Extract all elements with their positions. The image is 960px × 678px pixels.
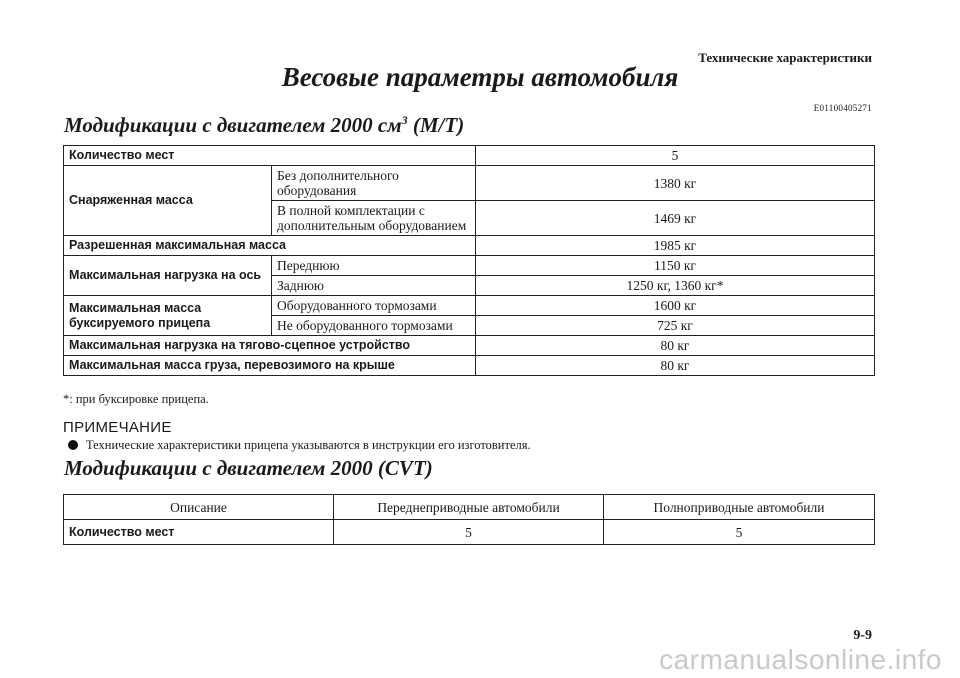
axle-front-label: Переднюю <box>272 256 476 276</box>
curb-no-equip-value: 1380 кг <box>476 166 875 201</box>
cvt-seats-fwd: 5 <box>334 520 604 545</box>
document-code: E01100405271 <box>813 103 872 113</box>
section-heading-mt <box>64 113 464 138</box>
watermark: carmanualsonline.info <box>659 644 942 675</box>
cvt-seats-label: Количество мест <box>64 520 334 545</box>
seats-label: Количество мест <box>64 146 476 166</box>
curb-full-label: В полной комплектации с дополнительным оборудованием <box>272 201 476 236</box>
gvw-value: 1985 кг <box>476 236 875 256</box>
table-row <box>64 356 875 376</box>
curb-mass-label: Снаряженная масса <box>64 166 272 236</box>
seats-value: 5 <box>476 146 875 166</box>
axle-load-label: Максимальная нагрузка на ось <box>64 256 272 296</box>
note-title: ПРИМЕЧАНИЕ <box>63 419 172 436</box>
coupling-load-label: Максимальная нагрузка на тягово-сцепное устройство <box>64 336 476 356</box>
cvt-table <box>63 494 875 545</box>
bullet-icon <box>68 440 78 450</box>
trailer-unbraked-value: 725 кг <box>476 316 875 336</box>
note-text: Технические характеристики прицепа указываются в инструкции его изготовителя. <box>86 438 531 452</box>
table-row <box>64 256 875 276</box>
header-awd: Полноприводные автомобили <box>604 495 875 520</box>
trailer-mass-label: Максимальная масса буксируемого прицепа <box>64 296 272 336</box>
coupling-load-value: 80 кг <box>476 336 875 356</box>
section-heading-mt-sup: 3 <box>401 113 408 127</box>
axle-rear-label: Заднюю <box>272 276 476 296</box>
roof-load-label: Максимальная масса груза, перевозимого на крыше <box>64 356 476 376</box>
curb-no-equip-label: Без дополнительного оборудования <box>272 166 476 201</box>
header-description: Описание <box>64 495 334 520</box>
curb-full-value: 1469 кг <box>476 201 875 236</box>
axle-rear-value: 1250 кг, 1360 кг* <box>476 276 875 296</box>
header-fwd: Переднеприводные автомобили <box>334 495 604 520</box>
table-row <box>64 336 875 356</box>
table-row <box>64 166 875 201</box>
section-heading-mt-text: Модификации с двигателем 2000 см <box>64 113 402 137</box>
gvw-label-text: Разрешенная максимальная масса <box>69 238 286 252</box>
running-header: Технические характеристики <box>698 50 872 65</box>
section-heading-cvt: Модификации с двигателем 2000 (CVT) <box>64 456 433 480</box>
table-row <box>64 520 875 545</box>
trailer-unbraked-label: Не оборудованного тормозами <box>272 316 476 336</box>
table-row <box>64 296 875 316</box>
page-title: Весовые параметры автомобиля <box>281 62 679 92</box>
section-heading-mt-suffix: (M/T) <box>407 113 465 137</box>
page-number: 9-9 <box>853 628 872 643</box>
weight-table-mt <box>63 145 875 376</box>
table-row <box>64 236 875 256</box>
trailer-braked-value: 1600 кг <box>476 296 875 316</box>
cvt-seats-awd: 5 <box>604 520 875 545</box>
trailer-braked-label: Оборудованного тормозами <box>272 296 476 316</box>
table-row <box>64 146 875 166</box>
note-item <box>68 438 531 453</box>
roof-load-value: 80 кг <box>476 356 875 376</box>
footnote: *: при буксировке прицепа. <box>63 392 209 406</box>
table-header-row <box>64 495 875 520</box>
axle-front-value: 1150 кг <box>476 256 875 276</box>
gvw-label <box>64 236 476 256</box>
